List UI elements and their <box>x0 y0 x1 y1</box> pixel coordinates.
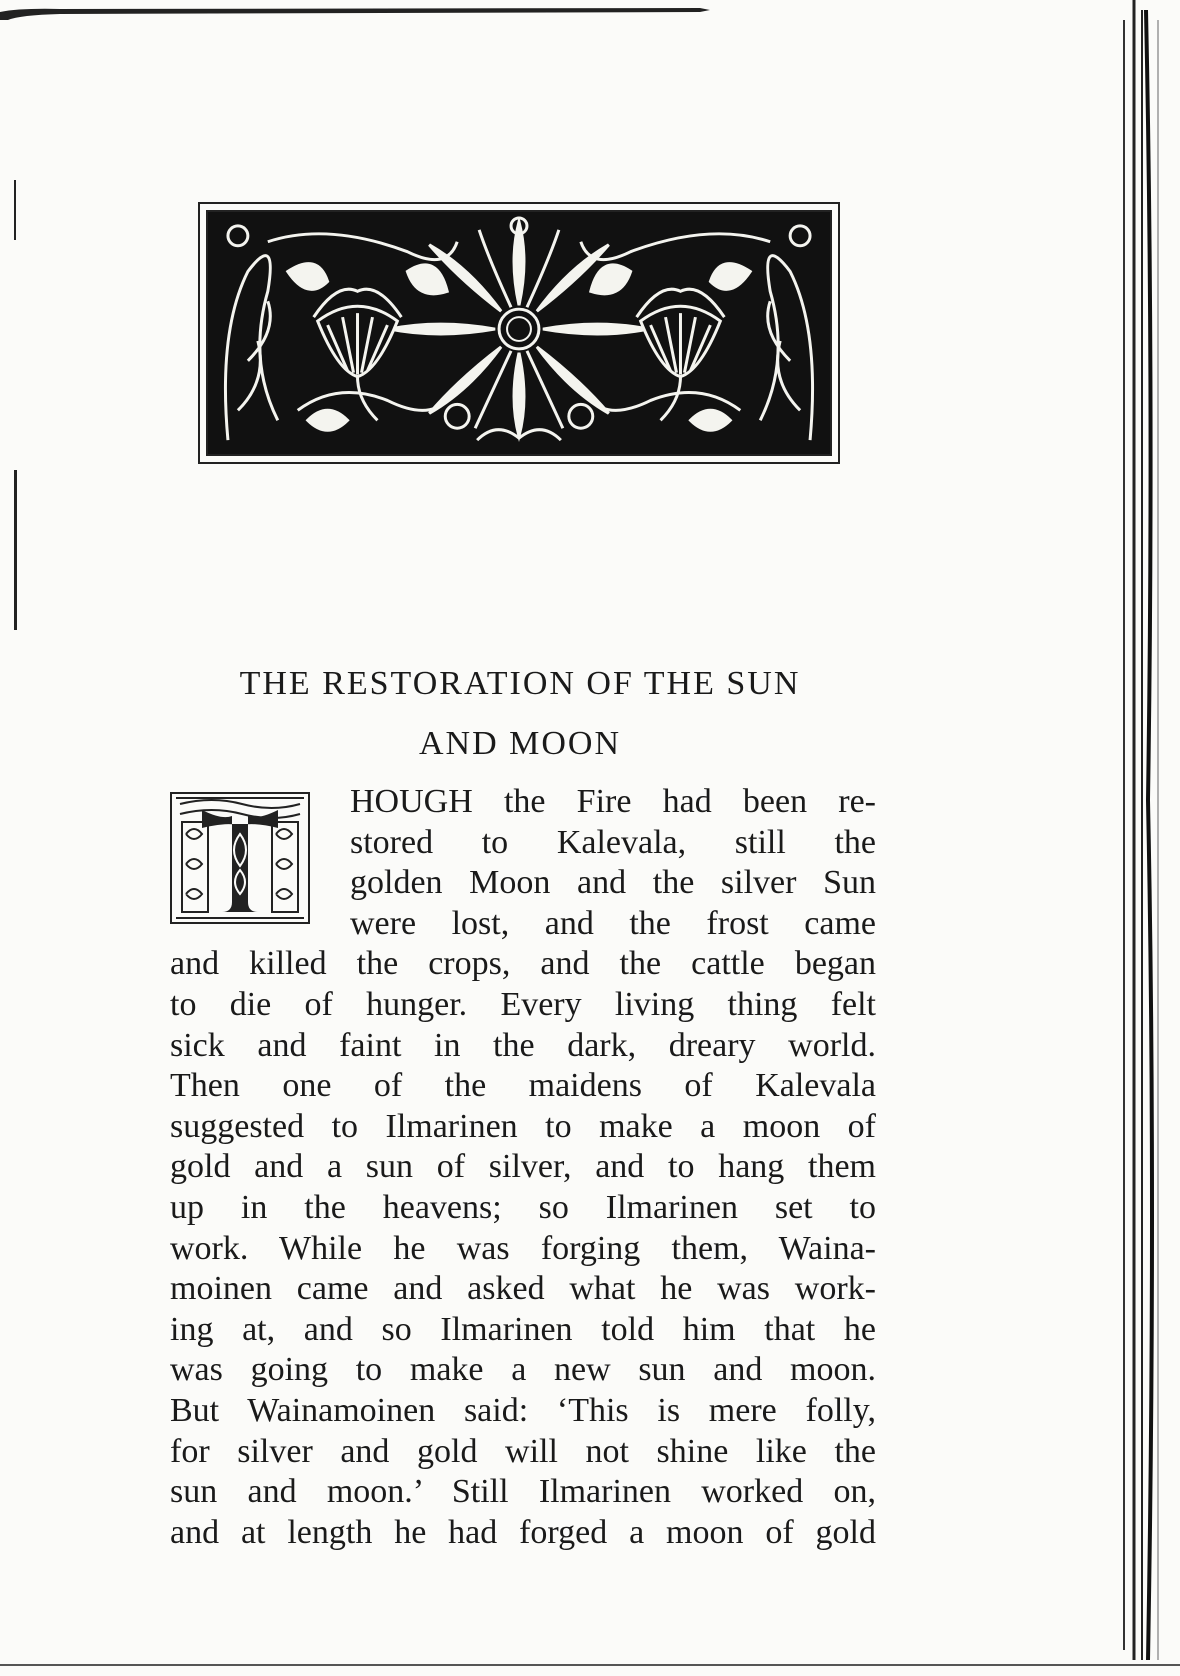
body-line: Then one of the maidens of Kalevala <box>170 1067 876 1105</box>
body-line: moinen came and asked what he was work- <box>170 1270 876 1308</box>
body-line: work. While he was forging them, Waina- <box>170 1229 876 1267</box>
body-line: ing at, and so Ilmarinen told him that he <box>170 1310 876 1348</box>
scan-margin-mark <box>14 180 16 240</box>
body-line: But Wainamoinen said: ‘This is mere folly, <box>170 1391 876 1429</box>
body-line: sick and faint in the dark, dreary world. <box>170 1026 876 1064</box>
floral-ornament-icon <box>208 212 830 454</box>
body-line: for silver and gold will not shine like the <box>170 1432 876 1470</box>
body-line: golden Moon and the silver Sun <box>350 864 876 902</box>
body-line: stored to Kalevala, still the <box>350 823 876 861</box>
chapter-title <box>170 654 870 774</box>
ornamental-headpiece <box>198 202 840 464</box>
body-line: sun and moon.’ Still Ilmarinen worked on, <box>170 1473 876 1511</box>
body-text <box>170 782 876 1553</box>
chapter-title-line: AND MOON <box>418 725 622 762</box>
body-line: gold and a sun of silver, and to hang them <box>170 1148 876 1186</box>
scan-bottom-edge <box>0 1664 1180 1666</box>
body-line: HOUGH the Fire had been re- <box>350 783 876 820</box>
chapter-title-line: THE RESTORATION OF THE SUN <box>239 665 801 702</box>
body-line: and killed the crops, and the cattle began <box>170 945 876 983</box>
body-line: suggested to Ilmarinen to make a moon of <box>170 1107 876 1145</box>
scan-margin-mark <box>14 470 17 630</box>
body-line: and at length he had forged a moon of gold <box>170 1513 876 1551</box>
scan-top-edge <box>0 6 710 20</box>
body-line: up in the heavens; so Ilmarinen set to <box>170 1188 876 1226</box>
body-line: was going to make a new sun and moon. <box>170 1351 876 1389</box>
body-line: to die of hunger. Every living thing felt <box>170 985 876 1023</box>
book-spine-edge <box>1118 0 1180 1676</box>
body-line: were lost, and the frost came <box>350 904 876 942</box>
